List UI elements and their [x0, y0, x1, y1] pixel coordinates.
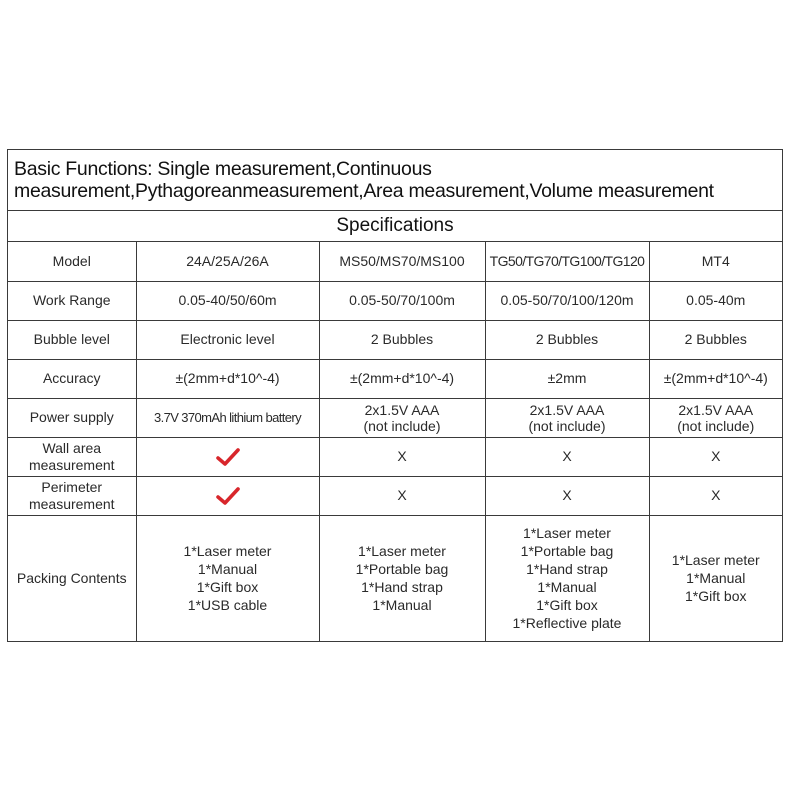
row-wall-area	[8, 437, 782, 476]
packing-item: 1*Portable bag	[520, 543, 614, 560]
work-range-cell: 0.05-50/70/100/120m	[485, 281, 649, 320]
checkmark-icon	[216, 447, 240, 467]
power-supply-label: Power supply	[8, 398, 136, 437]
model-cell: TG50/TG70/TG100/TG120	[485, 242, 649, 281]
bubble-level-cell: 2 Bubbles	[649, 320, 782, 359]
packing-item: 1*Manual	[537, 579, 597, 596]
checkmark-icon	[216, 486, 240, 506]
perimeter-label	[8, 476, 136, 515]
packing-cell	[649, 515, 782, 641]
specifications-title: Specifications	[8, 211, 782, 242]
spec-table	[8, 242, 782, 641]
perimeter-label-line1: Perimeter	[41, 478, 103, 495]
power-note-text: (not include)	[363, 417, 441, 434]
power-supply-cell	[649, 398, 782, 437]
power-note-text: (not include)	[528, 417, 606, 434]
model-label: Model	[8, 242, 136, 281]
packing-item: 1*Gift box	[685, 588, 747, 605]
packing-item: 1*Portable bag	[355, 561, 449, 578]
wall-area-label	[8, 437, 136, 476]
packing-item: 1*Laser meter	[358, 543, 446, 560]
packing-cell	[136, 515, 319, 641]
accuracy-cell: ±(2mm+d*10^-4)	[319, 359, 485, 398]
work-range-label: Work Range	[8, 281, 136, 320]
packing-cell	[319, 515, 485, 641]
packing-item: 1*Manual	[372, 597, 432, 614]
power-supply-cell	[485, 398, 649, 437]
packing-item: 1*Laser meter	[671, 552, 760, 569]
row-power-supply	[8, 398, 782, 437]
row-bubble-level	[8, 320, 782, 359]
packing-item: 1*USB cable	[187, 597, 268, 614]
model-cell: MT4	[649, 242, 782, 281]
power-aaa-text: 2x1.5V AAA	[529, 401, 605, 418]
power-supply-cell	[319, 398, 485, 437]
work-range-cell: 0.05-40m	[649, 281, 782, 320]
packing-item: 1*Laser meter	[183, 543, 272, 560]
power-note-text: (not include)	[677, 417, 755, 434]
packing-item: 1*Reflective plate	[512, 615, 622, 632]
packing-item: 1*Laser meter	[523, 525, 611, 542]
packing-item: 1*Hand strap	[526, 561, 608, 578]
wall-area-label-line1: Wall area	[42, 439, 102, 456]
bubble-level-cell: 2 Bubbles	[319, 320, 485, 359]
packing-item: 1*Gift box	[536, 597, 598, 614]
wall-area-cell: X	[649, 437, 782, 476]
perimeter-cell: X	[319, 476, 485, 515]
accuracy-label: Accuracy	[8, 359, 136, 398]
basic-functions-banner: Basic Functions: Single measurement,Continuous measurement,Pythagoreanmeasurement,Area measurement,Volume measurement	[8, 150, 782, 211]
power-aaa-text: 2x1.5V AAA	[364, 401, 440, 418]
accuracy-cell: ±2mm	[485, 359, 649, 398]
packing-cell	[485, 515, 649, 641]
packing-item: 1*Hand strap	[361, 579, 443, 596]
wall-area-cell: X	[319, 437, 485, 476]
bubble-level-cell: 2 Bubbles	[485, 320, 649, 359]
bubble-level-cell: Electronic level	[136, 320, 319, 359]
packing-item: 1*Manual	[197, 561, 258, 578]
model-cell: 24A/25A/26A	[136, 242, 319, 281]
perimeter-label-line2: measurement	[28, 495, 115, 512]
power-supply-cell: 3.7V 370mAh lithium battery	[136, 398, 319, 437]
wall-area-label-line2: measurement	[28, 456, 115, 473]
row-packing-contents	[8, 515, 782, 641]
spec-sheet	[7, 149, 783, 642]
perimeter-cell	[136, 476, 319, 515]
row-model	[8, 242, 782, 281]
model-cell: MS50/MS70/MS100	[319, 242, 485, 281]
bubble-level-label: Bubble level	[8, 320, 136, 359]
perimeter-cell: X	[485, 476, 649, 515]
wall-area-cell	[136, 437, 319, 476]
work-range-cell: 0.05-40/50/60m	[136, 281, 319, 320]
accuracy-cell: ±(2mm+d*10^-4)	[136, 359, 319, 398]
row-perimeter	[8, 476, 782, 515]
accuracy-cell: ±(2mm+d*10^-4)	[649, 359, 782, 398]
power-aaa-text: 2x1.5V AAA	[678, 401, 754, 418]
packing-item: 1*Gift box	[196, 579, 259, 596]
row-work-range	[8, 281, 782, 320]
row-accuracy	[8, 359, 782, 398]
packing-contents-label: Packing Contents	[8, 515, 136, 641]
perimeter-cell: X	[649, 476, 782, 515]
work-range-cell: 0.05-50/70/100m	[319, 281, 485, 320]
wall-area-cell: X	[485, 437, 649, 476]
packing-item: 1*Manual	[686, 570, 746, 587]
